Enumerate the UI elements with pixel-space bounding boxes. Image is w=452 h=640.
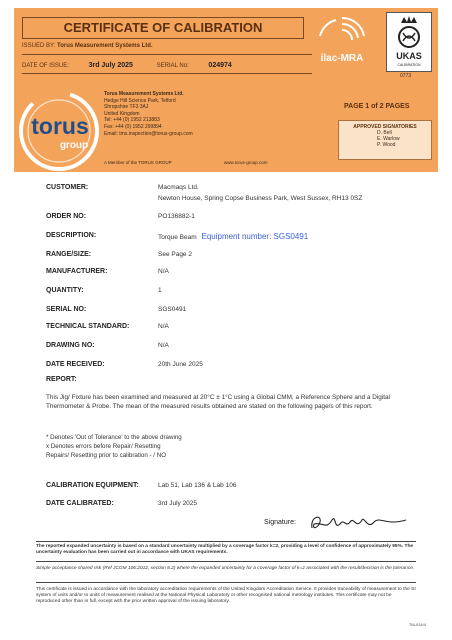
signatory-name: E. Warlow xyxy=(377,136,400,142)
website-link[interactable]: www.torus-group.com xyxy=(224,160,268,165)
signatory-name: D. Bell xyxy=(377,130,392,136)
address-line: United Kingdom xyxy=(104,110,140,117)
customer-address-value: Newton House, Spring Copse Business Park, West Sussex, RH13 0SZ xyxy=(158,195,363,202)
equipment-number: Equipment number: SGS0491 xyxy=(201,232,309,241)
description-value xyxy=(158,232,308,241)
date-calibrated-label: DATE CALIBRATED: xyxy=(46,500,114,507)
acceptance-statement xyxy=(36,566,416,572)
calibration-equipment-label: CALIBRATION EQUIPMENT: xyxy=(46,482,139,489)
order-no-value: PO136882-1 xyxy=(158,213,195,220)
note-line: Repairs/ Resetting prior to calibration - / NO xyxy=(46,452,167,459)
ukas-logo xyxy=(386,12,432,72)
notes-block xyxy=(46,433,182,460)
customer-value: Macmaqs Ltd. xyxy=(158,184,199,191)
address-line: Torus Measurement Systems Ltd. xyxy=(104,91,184,97)
drawing-no-value: N/A xyxy=(158,342,169,349)
approved-signatories-box xyxy=(338,120,432,160)
acceptance-text: Simple acceptance shared risk (Ref JCGM 106:2012, section 8.2) where the expanded uncertainty for a coverage factor of k=2 associated with the result/decision is the tolerance. xyxy=(36,566,415,571)
manufacturer-label: MANUFACTURER: xyxy=(46,268,108,275)
serial-no-value: SGS0491 xyxy=(158,306,187,313)
uncertainty-text: The reported expanded uncertainty is based on a standard uncertainty multiplied by a coverage factor k=2, providing a level of confidence of approximately 95%. The uncertainty evaluation has been carried out in accordance with UKAS requirements. xyxy=(36,544,414,555)
ilac-mra-logo-icon xyxy=(314,14,370,70)
issue-date-row xyxy=(22,62,232,69)
ukas-text: UKAS xyxy=(396,51,422,61)
drawing-no-label: DRAWING NO: xyxy=(46,342,95,349)
address-line: Tel: +44 (0) 1952 213883 xyxy=(104,117,160,124)
report-label: REPORT: xyxy=(46,376,77,383)
range-size-value: See Page 2 xyxy=(158,251,192,258)
address-line: Hedge Hill Science Park, Telford xyxy=(104,97,176,104)
footer-divider xyxy=(36,582,416,583)
signatories-title: APPROVED SIGNATORIES xyxy=(353,124,417,130)
ukas-number: 0773 xyxy=(400,73,412,79)
date-calibrated-value: 3rd July 2025 xyxy=(158,500,198,507)
divider xyxy=(22,54,312,55)
handwritten-signature-icon xyxy=(306,508,416,538)
logo-word: torus xyxy=(31,113,89,139)
description-text: Torque Beam xyxy=(158,234,197,241)
range-size-label: RANGE/SIZE: xyxy=(46,251,92,258)
note-line: * Denotes 'Out of Tolerance' to the above drawing xyxy=(46,434,182,441)
signatories-list xyxy=(377,130,431,148)
calibration-equipment-value: Lab 51, Lab 136 & Lab 106 xyxy=(158,482,237,489)
report-text: This Jig/ Fixture has been examined and measured at 20°C ± 1°C using a Global CMM, a Reference Sphere and a Digital Thermometer & Probe. The mean of the measured results obtained are stated on the following page/s of this report. xyxy=(46,394,390,410)
ukas-crown-icon xyxy=(387,13,431,71)
address-line: Email: tms.inspection@torus-group.com xyxy=(104,130,193,137)
ukas-sub-text: CALIBRATION xyxy=(397,63,421,67)
signature-label: Signature: xyxy=(264,519,296,526)
customer-label: CUSTOMER: xyxy=(46,184,89,191)
technical-standard-label: TECHNICAL STANDARD: xyxy=(46,323,130,330)
issued-by xyxy=(22,43,153,49)
order-no-label: ORDER NO: xyxy=(46,213,87,220)
issued-by-label: ISSUED BY: xyxy=(22,43,56,49)
quantity-label: QUANTITY: xyxy=(46,287,84,294)
date-received-value: 20th June 2025 xyxy=(158,361,203,368)
logo-sub: group xyxy=(59,140,89,151)
footer-divider xyxy=(36,541,416,542)
issued-by-value: Torus Measurement Systems Ltd. xyxy=(57,43,153,49)
footer-divider xyxy=(36,561,416,562)
serial-label: SERIAL No: xyxy=(156,63,189,69)
note-line: x Denotes errors before Repair/ Resetting xyxy=(46,443,161,450)
signatory-name: P. Wood xyxy=(377,142,396,148)
serial-no-label: SERIAL NO: xyxy=(46,306,87,313)
ilac-text: ilac-MRA xyxy=(320,53,364,64)
serial-value: 024974 xyxy=(208,62,232,69)
description-label: DESCRIPTION: xyxy=(46,232,97,239)
divider xyxy=(22,73,312,74)
member-text: A Member of the TORUS GROUP xyxy=(104,160,172,165)
traceability-statement: This certificate is issued in accordance with the laboratory accreditation requirements of the United Kingdom Accreditation Service. It provides traceability of measurement to the SI system of units and/or to units of measurement realised at the National Physical Laboratory or other recognised national metrology institutes. This certificate may not be reproduced other than in full, except with the prior written approval of the issuing laboratory. xyxy=(36,587,416,604)
address-line: Fax: +44 (0) 1952 299894 xyxy=(104,123,162,130)
date-of-issue-label: DATE OF ISSUE: xyxy=(22,63,69,69)
manufacturer-value: N/A xyxy=(158,268,169,275)
page-indicator: PAGE 1 of 2 PAGES xyxy=(344,103,410,110)
document-number: TM-014/4 xyxy=(408,622,426,627)
address-line: Shropshire TF3 3AJ xyxy=(104,104,149,111)
date-received-label: DATE RECEIVED: xyxy=(46,361,105,368)
date-of-issue-value: 3rd July 2025 xyxy=(88,62,133,69)
torus-group-logo-icon xyxy=(18,90,100,172)
certificate-header xyxy=(14,8,438,172)
company-address xyxy=(104,91,193,137)
certificate-title: CERTIFICATE OF CALIBRATION xyxy=(22,17,304,39)
uncertainty-statement xyxy=(36,544,416,556)
quantity-value: 1 xyxy=(158,287,162,294)
technical-standard-value: N/A xyxy=(158,323,169,330)
